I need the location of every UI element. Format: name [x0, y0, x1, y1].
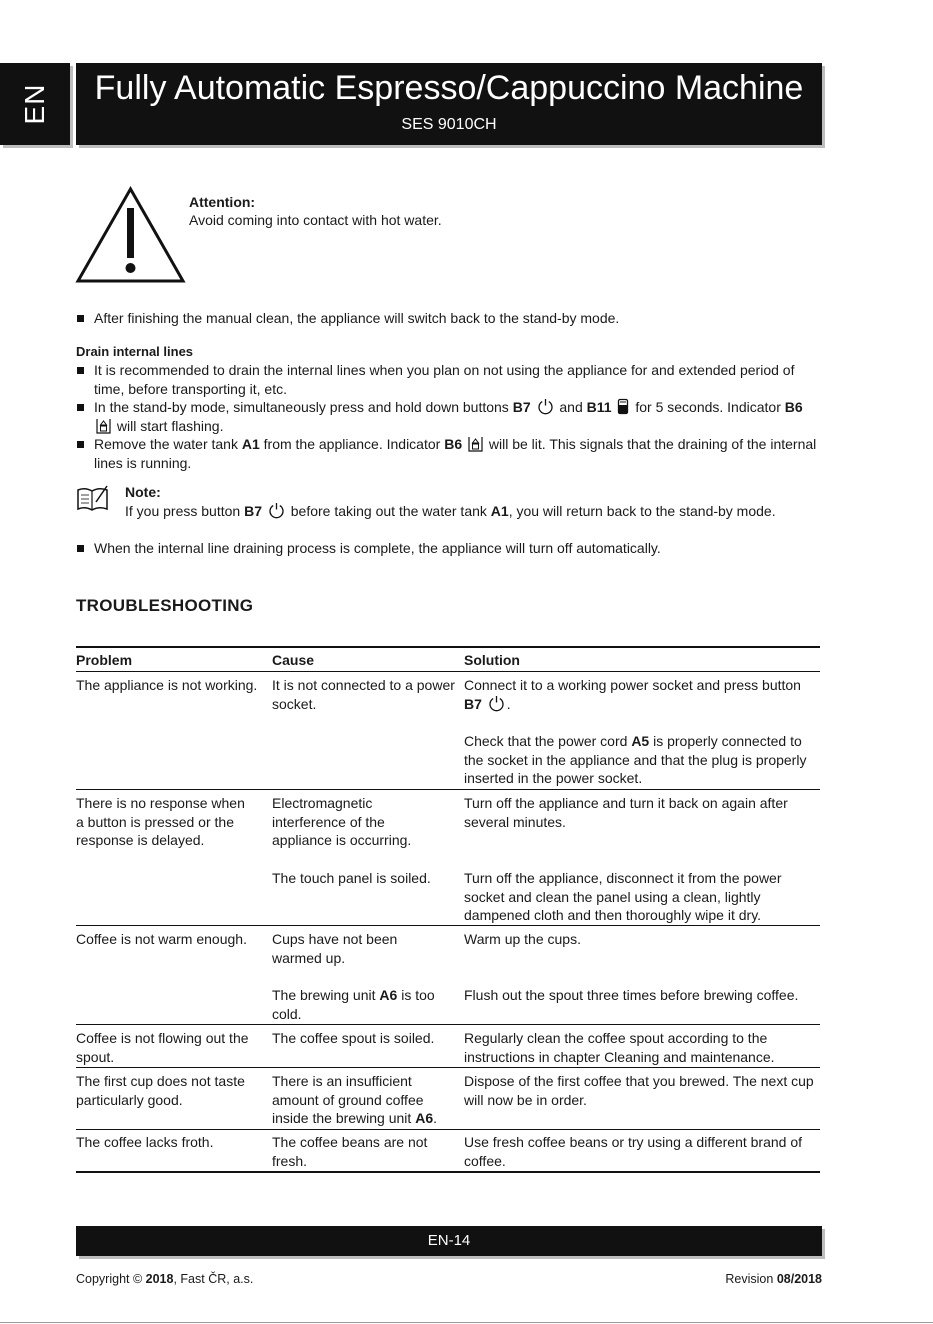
copyright-label: Copyright © — [76, 1272, 146, 1286]
indicator-ref-b6: B6 — [444, 436, 463, 452]
row4-problem: Coffee is not flowing out the spout. — [76, 1030, 249, 1065]
row1-cause: It is not connected to a power socket. — [272, 677, 455, 712]
note-book-icon — [76, 484, 109, 512]
note-block — [125, 483, 776, 520]
troubleshooting-heading: TROUBLESHOOTING — [76, 596, 254, 615]
row3-solution-1: Warm up the cups. — [464, 931, 581, 947]
row1-solution-2-text: Check that the power cord — [464, 733, 632, 749]
drain-bullet-3-text-indicator: from the appliance. Indicator — [259, 436, 445, 452]
attention-label: Attention: — [189, 194, 256, 210]
row5-cause-end: . — [433, 1110, 437, 1127]
part-ref-a5: A5 — [631, 733, 650, 749]
drain-bullet-1 — [76, 361, 820, 398]
power-icon — [268, 502, 285, 519]
note-text-end: , you will return back to the stand-by mode. — [508, 502, 776, 519]
row6-cause: The coffee beans are not fresh. — [272, 1134, 428, 1169]
drain-complete-bullet — [76, 539, 820, 558]
row2-cause-2: The touch panel is soiled. — [272, 870, 431, 886]
bullet-square — [77, 404, 84, 411]
note-label: Note: — [125, 484, 161, 500]
drain-bullet-2 — [76, 398, 820, 435]
row1-solution-2 — [464, 732, 809, 788]
bullet-square — [77, 441, 84, 448]
copyright — [76, 1272, 253, 1286]
revision — [725, 1272, 822, 1286]
row5-cause-text: There is an insufficient amount of ground coffee inside the brewing unit — [272, 1073, 424, 1127]
row1-solution-1 — [464, 676, 824, 713]
col-header-problem: Problem — [76, 652, 133, 668]
water-tank-icon — [617, 398, 629, 415]
button-ref-b7: B7 — [244, 502, 262, 519]
row-divider — [76, 789, 820, 790]
col-header-solution: Solution — [464, 652, 520, 668]
page-bottom-rule — [0, 1322, 933, 1323]
row-divider — [76, 1067, 820, 1068]
descale-indicator-icon — [96, 418, 111, 434]
part-ref-a6: A6 — [415, 1110, 434, 1127]
row4-cause: The coffee spout is soiled. — [272, 1030, 435, 1046]
drain-bullet-3 — [76, 435, 820, 472]
row1-solution-1-end: . — [506, 695, 511, 712]
button-ref-b7: B7 — [464, 695, 482, 712]
bullet-square — [77, 545, 84, 552]
language-tab — [0, 63, 70, 145]
part-ref-a1: A1 — [241, 436, 260, 452]
revision-value: 08/2018 — [776, 1272, 822, 1286]
row5-solution: Dispose of the first coffee that you brewed. The next cup will now be in order. — [464, 1073, 814, 1108]
descale-indicator-icon — [468, 436, 483, 452]
copyright-year: 2018 — [145, 1272, 174, 1286]
drain-bullet-2-text-flashing: will start flashing. — [113, 417, 224, 434]
page-number-bar — [76, 1226, 822, 1256]
row6-solution: Use fresh coffee beans or try using a different brand of coffee. — [464, 1134, 803, 1169]
table-bottom-rule — [76, 1171, 820, 1173]
header-bar — [76, 63, 822, 145]
warning-triangle-icon — [75, 186, 186, 284]
row-divider — [76, 925, 820, 926]
row-divider — [76, 1024, 820, 1025]
row1-problem: The appliance is not working. — [76, 677, 258, 693]
drain-bullet-3-text: Remove the water tank — [94, 436, 242, 452]
note-text-start: If you press button — [125, 502, 245, 519]
row3-cause-1: Cups have not been warmed up. — [272, 931, 398, 966]
button-ref-b11: B11 — [586, 399, 612, 415]
row6-problem: The coffee lacks froth. — [76, 1134, 214, 1150]
button-ref-b7: B7 — [512, 399, 531, 415]
row2-problem: There is no response when a button is pressed or the response is delayed. — [76, 795, 245, 849]
power-icon — [537, 398, 554, 415]
attention-block — [189, 193, 442, 229]
row3-cause-2-text: The brewing unit — [272, 987, 380, 1003]
row1-solution-2-rest: is properly connected to the socket in the appliance and that the plug is properly inserted in the power socket. — [464, 733, 807, 787]
model-number: SES 9010CH — [401, 116, 497, 133]
row2-solution-2: Turn off the appliance, disconnect it from the power socket and clean the panel using a clean, lightly dampened cloth and then thoroughly wipe it dry. — [464, 870, 782, 924]
row5-cause — [272, 1072, 452, 1128]
drain-bullet-2-text: In the stand-by mode, simultaneously press and hold down buttons — [94, 399, 513, 415]
row-divider — [76, 1129, 820, 1130]
indicator-ref-b6: B6 — [784, 399, 803, 415]
language-label: EN — [19, 83, 50, 125]
row1-solution-1-text: Connect it to a working power socket and press button — [464, 677, 801, 693]
row3-problem: Coffee is not warm enough. — [76, 931, 247, 947]
attention-text: Avoid coming into contact with hot water. — [189, 212, 442, 228]
page-number: EN-14 — [427, 1232, 471, 1249]
bullet-square — [77, 315, 84, 322]
drain-complete-text: When the internal line draining process is complete, the appliance will turn off automatically. — [94, 540, 661, 556]
row4-solution: Regularly clean the coffee spout according to the instructions in chapter Cleaning and maintenance. — [464, 1030, 775, 1065]
manual-clean-bullet — [76, 309, 820, 328]
row3-solution-2: Flush out the spout three times before brewing coffee. — [464, 987, 799, 1003]
note-text-middle: before taking out the water tank — [286, 502, 491, 519]
table-top-rule — [76, 646, 820, 648]
row5-problem: The first cup does not taste particularly good. — [76, 1073, 245, 1108]
table-header-rule — [76, 671, 820, 672]
manual-clean-text: After finishing the manual clean, the appliance will switch back to the stand-by mode. — [94, 310, 620, 326]
part-ref-a1: A1 — [490, 502, 509, 519]
page-title: Fully Automatic Espresso/Cappuccino Machine — [94, 69, 804, 107]
copyright-holder: , Fast ČR, a.s. — [173, 1272, 254, 1286]
note-text — [125, 502, 776, 521]
part-ref-a6: A6 — [379, 987, 398, 1003]
row2-solution-1: Turn off the appliance and turn it back on again after several minutes. — [464, 795, 788, 830]
col-header-cause: Cause — [272, 652, 315, 668]
row2-cause-1: Electromagnetic interference of the appliance is occurring. — [272, 795, 412, 849]
drain-bullet-2-text-and: and — [555, 399, 587, 415]
drain-heading: Drain internal lines — [76, 344, 194, 359]
row3-cause-2 — [272, 986, 452, 1023]
power-icon — [488, 695, 505, 712]
drain-bullet-3-text-lit: will be lit. This signals that the draining of the internal lines is running. — [94, 436, 817, 471]
drain-bullet-1-text: It is recommended to drain the internal lines when you plan on not using the appliance for and extended period of time, before transporting it, etc. — [94, 362, 795, 397]
bullet-square — [77, 367, 84, 374]
row3-cause-2-rest: is too cold. — [272, 987, 435, 1022]
drain-bullet-2-text-for: for 5 seconds. Indicator — [631, 399, 785, 415]
revision-label: Revision — [725, 1272, 777, 1286]
